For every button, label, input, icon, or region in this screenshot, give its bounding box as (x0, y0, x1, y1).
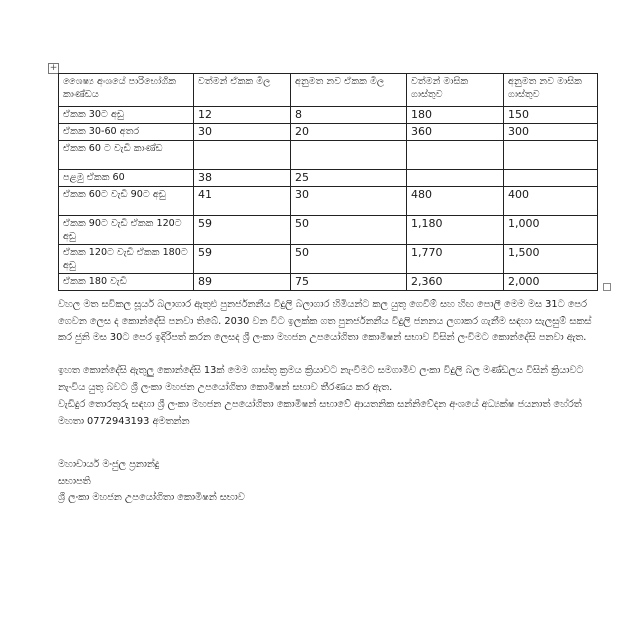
tariff-table (58, 73, 598, 291)
row-current-monthly-charge: 2,360 (407, 274, 504, 291)
table-resize-handle-icon[interactable] (603, 283, 611, 291)
signatory-title: සභාපති (58, 475, 91, 487)
paragraph-payments: වහල මත සවිකල සූර්ය බලාගාර ඇතුළු පුනර්ජනනීය විදුලි බලාගාර හිමියන්ට කල යුතු ගෙවීම් සහ හිඟ පොලී මෙම මස 31ට පෙර ගෙවන ලෙස ද කොන්දේසි පනවා තිබේ. 2030 වන විට ඉලක්ක ගත පුනර්ජනනීය විදුලි ජනනය ලගාකර ගැනීම සඳහා සැලසුම් සකස් කර ජුනි මස 30ට පෙර ඉදිරිපත් කරන ලෙසද ශ්‍රී ලංකා මහජන උපයෝගිතා කොමිෂන් සභාව විසින් ලංවිමට කොන්දේසි පනවා ඇත. (58, 299, 592, 343)
row-new-unit-price: 75 (291, 274, 407, 291)
row-category: ඒකක 30-60 අතර (59, 124, 194, 141)
row-new-unit-price: 50 (291, 245, 407, 274)
row-new-monthly-charge: 2,000 (504, 274, 598, 291)
row-current-monthly-charge (407, 141, 504, 170)
table-row (59, 245, 598, 274)
table-row (59, 216, 598, 245)
row-new-monthly-charge: 1,000 (504, 216, 598, 245)
row-current-unit-price: 12 (194, 107, 291, 124)
row-current-unit-price: 41 (194, 187, 291, 216)
row-category: ඒකක 60ට වැඩි 90ට අඩු (59, 187, 194, 216)
row-new-unit-price: 25 (291, 170, 407, 187)
row-new-unit-price: 20 (291, 124, 407, 141)
row-current-unit-price (194, 141, 291, 170)
row-new-monthly-charge (504, 141, 598, 170)
row-current-monthly-charge: 180 (407, 107, 504, 124)
row-category: ඒකක 60 ට වැඩි කාණ්ඩ (59, 141, 194, 170)
table-row (59, 274, 598, 291)
row-current-monthly-charge (407, 170, 504, 187)
row-current-monthly-charge: 1,770 (407, 245, 504, 274)
header-cell-new-unit-price: අනුමත නව ඒකක මිල (291, 74, 407, 107)
header-cell-current-monthly-charge: වත්මන් මාසික ගාස්තුව (407, 74, 504, 107)
row-new-monthly-charge: 1,500 (504, 245, 598, 274)
header-cell-new-monthly-charge: අනුමත නව මාසික ගාස්තුව (504, 74, 598, 107)
row-current-unit-price: 38 (194, 170, 291, 187)
row-new-unit-price: 30 (291, 187, 407, 216)
row-new-unit-price: 8 (291, 107, 407, 124)
row-new-monthly-charge: 400 (504, 187, 598, 216)
row-new-unit-price (291, 141, 407, 170)
row-new-monthly-charge (504, 170, 598, 187)
row-current-unit-price: 59 (194, 245, 291, 274)
row-current-monthly-charge: 360 (407, 124, 504, 141)
row-category: ඒකක 30ට අඩු (59, 107, 194, 124)
row-current-monthly-charge: 480 (407, 187, 504, 216)
signatory-name: මහාචාර්ය මංජුල ප්‍රනාන්දු (58, 459, 160, 470)
row-current-unit-price: 89 (194, 274, 291, 291)
row-current-unit-price: 59 (194, 216, 291, 245)
table-row (59, 141, 598, 170)
row-category: ඒකක 120ට වැඩි ඒකක 180ට අඩු (59, 245, 194, 274)
signatory-organization: ශ්‍රී ලංකා මහජන උපයෝගිතා කොමිෂන් සභාව (58, 492, 245, 503)
row-new-unit-price: 50 (291, 216, 407, 245)
signature-block (58, 457, 245, 507)
table-row (59, 124, 598, 141)
row-current-unit-price: 30 (194, 124, 291, 141)
table-header-row (59, 74, 598, 107)
row-new-monthly-charge: 150 (504, 107, 598, 124)
paragraph-conditions: ඉහත කොන්දේසි ඇතුලු කොන්දේසි 13ක් මෙම ගාස්තු ක්‍රමය ක්‍රියාවට නැංවීමට සමගාමීව ලංකා විදුලි බල මණ්ඩලය විසින් ක්‍රියාවට නැංවිය යුතු බවට ශ්‍රී ලංකා මහජන උපයෝගිතා කොමිෂන් සභාව තීරණය කර ඇත. (58, 365, 584, 393)
table-row (59, 107, 598, 124)
row-category: පළමු ඒකක 60 (59, 170, 194, 187)
table-move-handle-icon[interactable]: + (49, 63, 58, 73)
table-row (59, 187, 598, 216)
row-category: ඒකක 180 වැඩි (59, 274, 194, 291)
header-cell-category: ශෛෂ්‍ය අංශයේ පාරිභෝගික කාණ්ඩය (59, 74, 194, 107)
row-new-monthly-charge: 300 (504, 124, 598, 141)
paragraph-contact: වැඩිදුර තොරතුරු සඳහා ශ්‍රී ලංකා මහජන උපයෝගිතා කොමිෂන් සභාවේ ආයතනික සන්නිවේදන අංශයේ අධ්‍යක්ෂ ජයනාත් හේරත් මහතා 0772943193 අමතන්න (58, 399, 582, 427)
row-category: ඒකක 90ට වැඩි ඒකක 120ට අඩු (59, 216, 194, 245)
header-cell-current-unit-price: වත්මන් ඒකක මිල (194, 74, 291, 107)
row-current-monthly-charge: 1,180 (407, 216, 504, 245)
table-row (59, 170, 598, 187)
